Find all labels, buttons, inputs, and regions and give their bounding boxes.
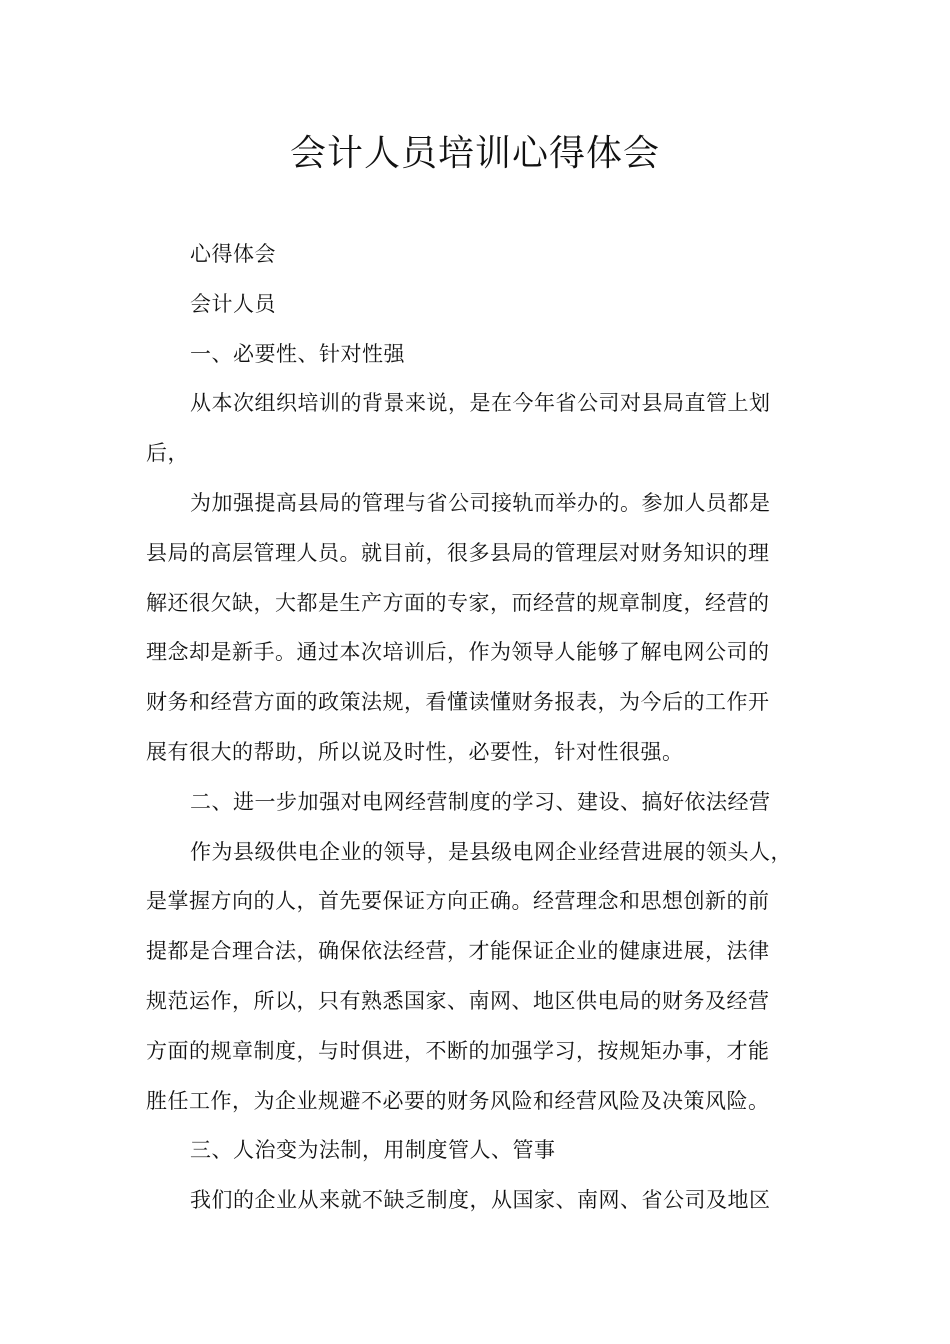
text-line: 是掌握方向的人，首先要保证方向正确。经营理念和思想创新的前 bbox=[146, 889, 770, 914]
text-line: 解还很欠缺，大都是生产方面的专家，而经营的规章制度，经营的 bbox=[146, 590, 770, 615]
text-line: 为加强提高县局的管理与省公司接轨而举办的。参加人员都是 bbox=[190, 490, 771, 515]
text-line: 展有很大的帮助，所以说及时性，必要性，针对性很强。 bbox=[146, 739, 684, 764]
text-line: 财务和经营方面的政策法规，看懂读懂财务报表，为今后的工作开 bbox=[146, 690, 770, 715]
text-line: 规范运作，所以，只有熟悉国家、南网、地区供电局的财务及经营 bbox=[146, 988, 770, 1013]
text-line: 县局的高层管理人员。就目前，很多县局的管理层对财务知识的理 bbox=[146, 540, 770, 565]
text-line: 理念却是新手。通过本次培训后，作为领导人能够了解电网公司的 bbox=[146, 640, 770, 665]
text-line: 提都是合理合法，确保依法经营，才能保证企业的健康进展，法律 bbox=[146, 939, 770, 964]
document-title: 会计人员培训心得体会 bbox=[289, 133, 660, 174]
text-line: 方面的规章制度，与时俱进，不断的加强学习，按规矩办事，才能 bbox=[146, 1038, 770, 1063]
document-body bbox=[146, 230, 806, 1226]
text-line: 会计人员 bbox=[190, 291, 276, 316]
text-line: 胜任工作，为企业规避不必要的财务风险和经营风险及决策风险。 bbox=[146, 1088, 770, 1113]
text-line: 我们的企业从来就不缺乏制度，从国家、南网、省公司及地区 bbox=[190, 1188, 771, 1213]
text-line: 后， bbox=[146, 441, 189, 466]
text-line: 作为县级供电企业的领导，是县级电网企业经营进展的领头人， bbox=[190, 839, 792, 864]
text-line: 三、人治变为法制，用制度管人、管事 bbox=[190, 1138, 556, 1163]
text-line: 二、进一步加强对电网经营制度的学习、建设、搞好依法经营 bbox=[190, 789, 771, 814]
text-line: 心得体会 bbox=[190, 242, 276, 266]
text-line: 一、必要性、针对性强 bbox=[190, 341, 405, 366]
text-line: 从本次组织培训的背景来说，是在今年省公司对县局直管上划 bbox=[190, 391, 771, 416]
